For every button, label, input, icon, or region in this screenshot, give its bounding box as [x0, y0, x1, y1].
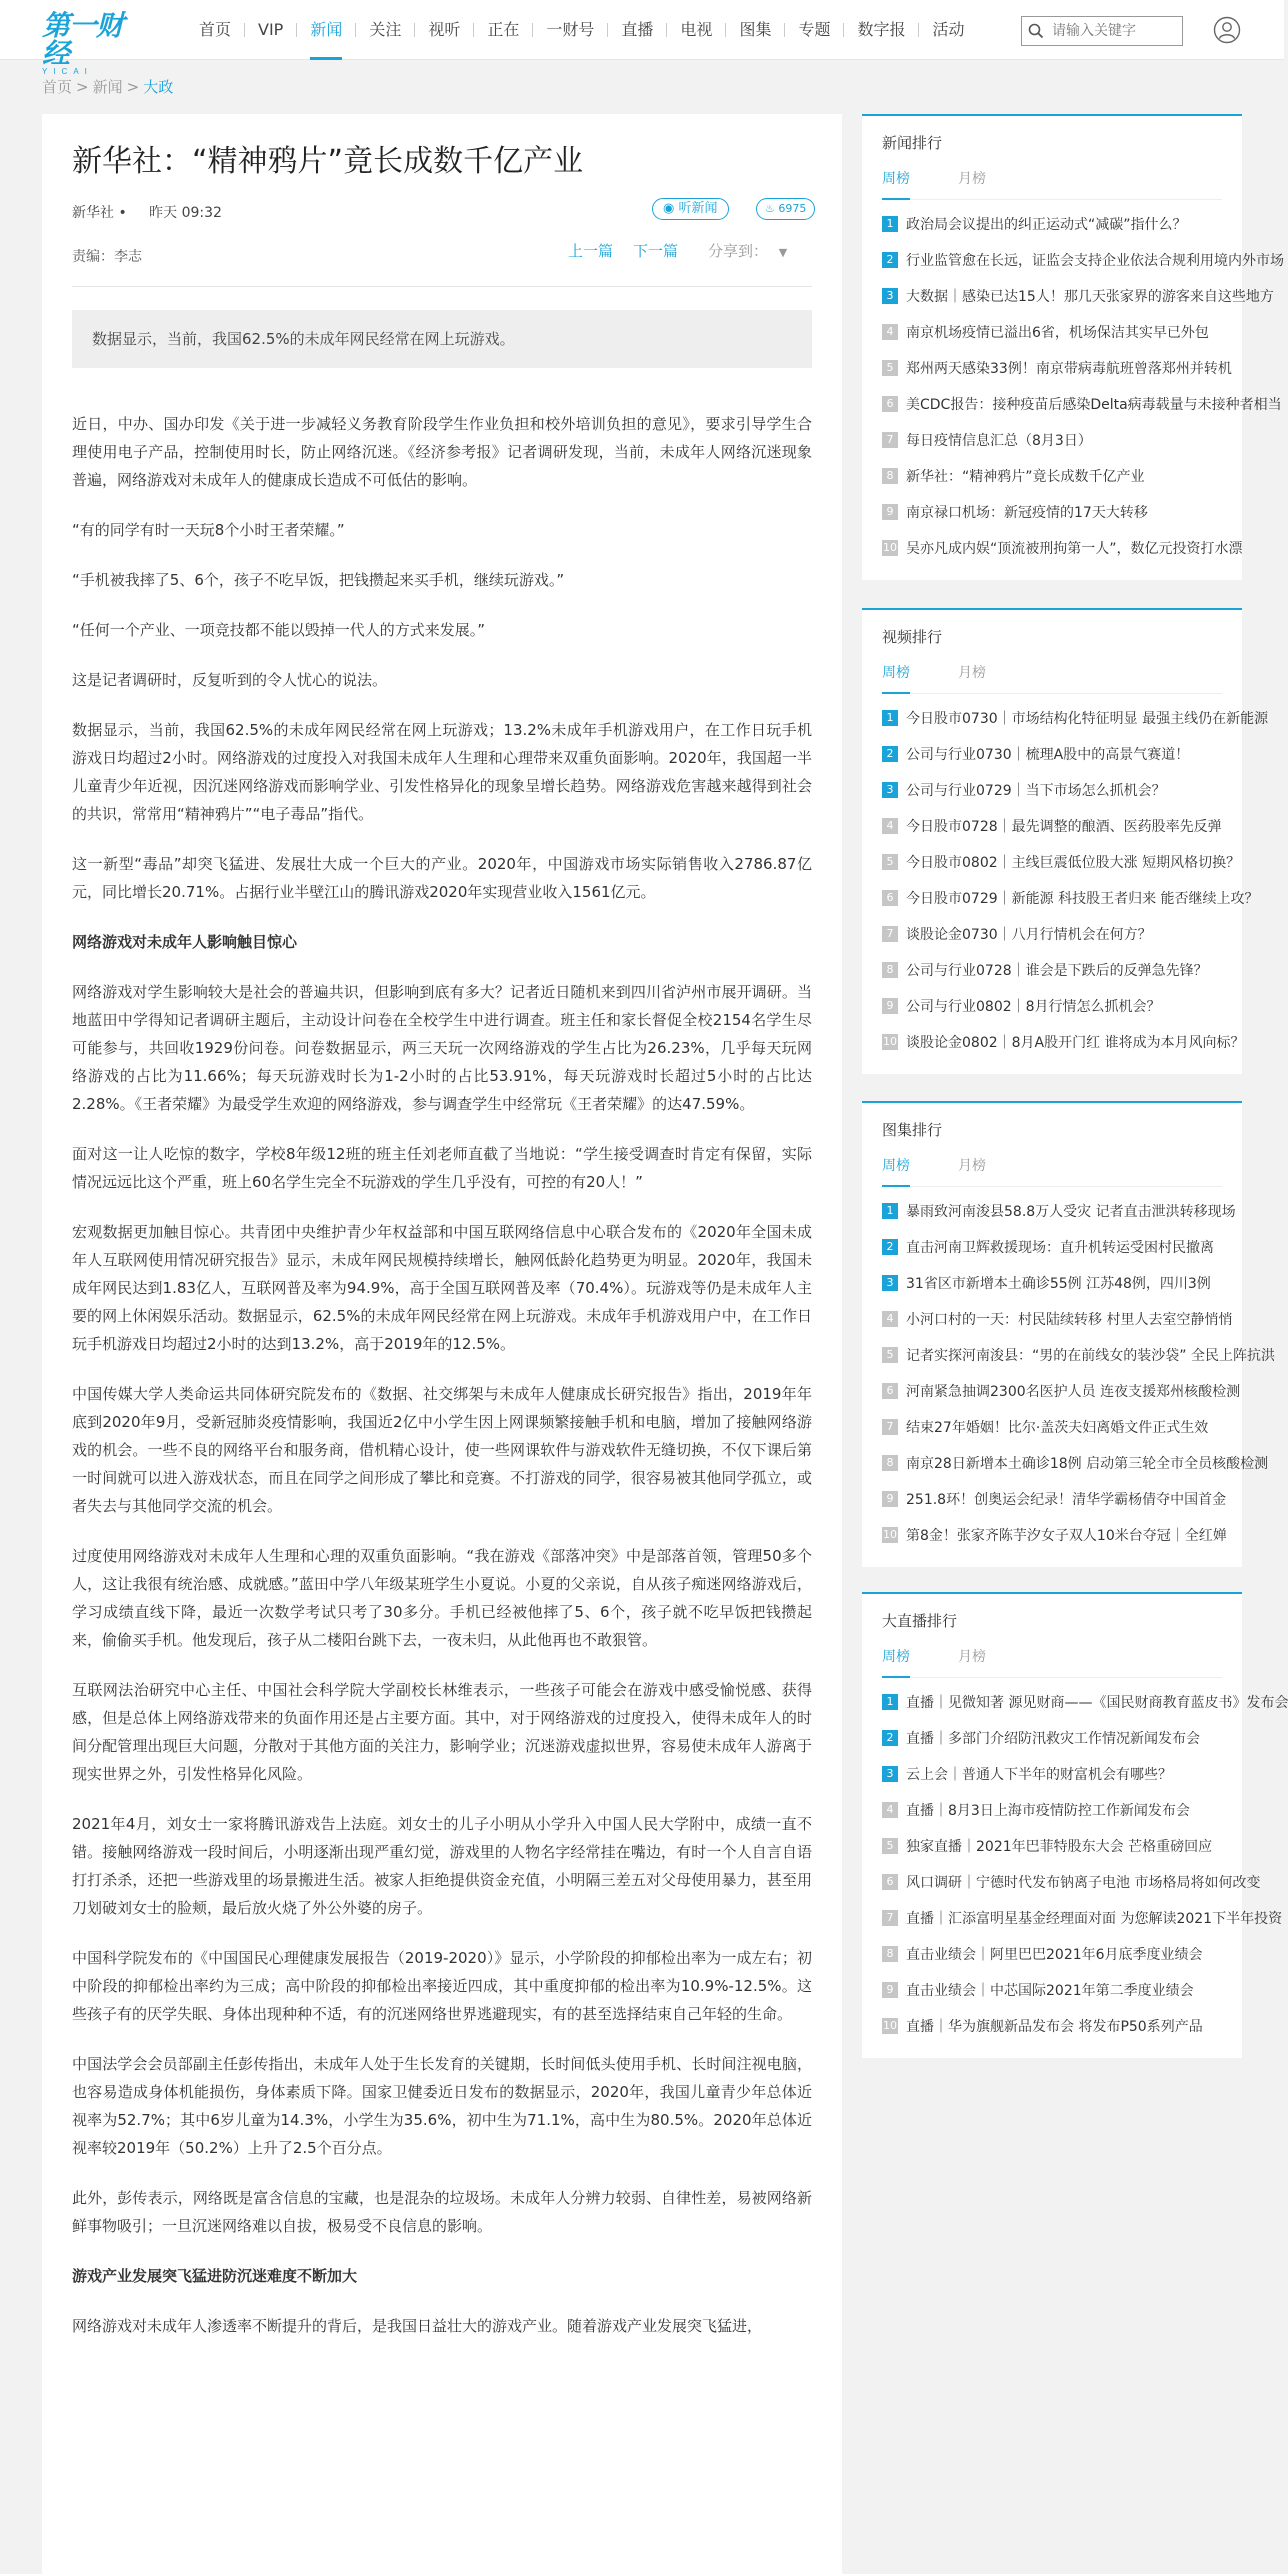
- ranking-item[interactable]: [882, 1445, 1269, 1481]
- rank-number: 4: [882, 324, 898, 340]
- rank-number: 4: [882, 818, 898, 834]
- rank-number: 2: [882, 746, 898, 762]
- share-label: 分享到：: [708, 242, 769, 260]
- rank-number: 7: [882, 926, 898, 942]
- ranking-item-text: 今日股市0730｜市场结构化特征明显 最强主线仍在新能源: [906, 711, 1269, 727]
- ranking-item[interactable]: [882, 1792, 1222, 1828]
- ranking-item-text: 南京禄口机场：新冠疫情的17天大转移: [906, 505, 1148, 521]
- rank-number: 5: [882, 360, 898, 376]
- article-paragraph: 这一新型“毒品”却突飞猛进、发展壮大成一个巨大的产业。2020年，中国游戏市场实际销售收入2786.87亿元，同比增长20.71%。占据行业半壁江山的腾讯游戏2020年实现营业收入1561亿元。: [72, 855, 812, 901]
- ranking-item[interactable]: [882, 530, 1243, 566]
- ranking-card: [862, 1592, 1288, 2058]
- rank-number: 10: [883, 541, 897, 554]
- rank-number: 10: [883, 2019, 897, 2032]
- rank-number: 6: [882, 890, 898, 906]
- rank-number: 1: [882, 710, 898, 726]
- tab-monthly[interactable]: 月榜: [958, 1158, 986, 1174]
- ranking-item-text: 直播｜汇添富明星基金经理面对面 为您解读2021下半年投资: [906, 1911, 1283, 1927]
- article-paragraph: 过度使用网络游戏对未成年人生理和心理的双重负面影响。“我在游戏《部落冲突》中是部落首领，管理50多个人，这让我很有统治感、成就感。”蓝田中学八年级某班学生小夏说。小夏的父亲说，自从孩子痴迷网络游戏后，学习成绩直线下降，最近一次数学考试只考了30多分。手机已经被他摔了5、6个，孩子就不吃早饭把钱攒起来，偷偷买手机。他发现后，孩子从二楼阳台跳下去，一夜未归，从此他再也不敢狠管。: [72, 1547, 812, 1649]
- ranking-item-text: 小河口村的一天：村民陆续转移 村里人去室空静悄悄: [906, 1312, 1233, 1328]
- article-paragraph: 中国科学院发布的《中国国民心理健康发展报告（2019-2020）》显示，小学阶段的抑郁检出率为一成左右；初中阶段的抑郁检出率约为三成；高中阶段的抑郁检出率接近四成，其中重度抑郁的检出率为10.9%-12.5%。这些孩子有的厌学失眠、身体出现种种不适，有的沉迷网络世界逃避现实，有的甚至选择结束自己年轻的生命。: [72, 1949, 812, 2023]
- article-pager: [568, 240, 698, 261]
- ranking-item-text: 今日股市0728｜最先调整的酿酒、医药股率先反弹: [906, 819, 1222, 835]
- ranking-item[interactable]: [882, 494, 1222, 530]
- ranking-card: [862, 114, 1284, 580]
- ranking-item-text: 结束27年婚姻！比尔·盖茨夫妇离婚文件正式生效: [906, 1420, 1209, 1436]
- card-title: 新闻排行: [882, 134, 943, 152]
- rank-number: 2: [882, 1239, 898, 1255]
- article-time: 昨天 09:32: [149, 205, 222, 221]
- ranking-item[interactable]: [882, 1936, 1222, 1972]
- ranking-item[interactable]: [882, 1900, 1283, 1936]
- ranking-item[interactable]: [882, 1720, 1222, 1756]
- ranking-item-text: 吴亦凡成内娱“顶流被刑拘第一人”，数亿元投资打水漂: [906, 541, 1243, 557]
- article-paragraph: “手机被我摔了5、6个，孩子不吃早饭，把钱攒起来买手机，继续玩游戏。”: [72, 571, 565, 589]
- rank-number: 8: [882, 1455, 898, 1471]
- rank-number: 8: [882, 468, 898, 484]
- hot-count: 6975: [778, 202, 807, 215]
- ranking-item-text: 谈股论金0802｜8月A股开门红 谁将成为本月风向标？: [906, 1035, 1245, 1051]
- tab-monthly[interactable]: 月榜: [958, 1649, 986, 1665]
- ranking-item[interactable]: [882, 1193, 1236, 1229]
- ranking-list: [862, 1678, 1288, 2044]
- rank-number: 5: [882, 854, 898, 870]
- ranking-item-text: 直播｜见微知著 源见财商——《国民财商教育蓝皮书》发布会: [906, 1695, 1288, 1711]
- ranking-item[interactable]: [882, 350, 1232, 386]
- tab-weekly[interactable]: 周榜: [882, 168, 910, 199]
- nav-item[interactable]: 视听: [428, 20, 461, 39]
- rank-number: 4: [882, 1802, 898, 1818]
- ranking-item[interactable]: [882, 242, 1284, 278]
- ranking-item[interactable]: [882, 2008, 1222, 2044]
- ranking-item-text: 南京机场疫情已溢出6省，机场保洁其实早已外包: [906, 325, 1209, 341]
- breadcrumb-current[interactable]: 大政: [143, 78, 174, 96]
- article-title: 新华社：“精神鸦片”竟长成数千亿产业: [72, 144, 584, 179]
- rank-number: 10: [883, 1528, 897, 1541]
- divider: [72, 286, 812, 287]
- ranking-item-text: 公司与行业0729｜当下市场怎么抓机会？: [906, 783, 1166, 799]
- ranking-item[interactable]: [882, 1229, 1222, 1265]
- tab-monthly[interactable]: 月榜: [958, 665, 986, 681]
- ranking-item-text: 直播｜多部门介绍防汛救灾工作情况新闻发布会: [906, 1731, 1200, 1747]
- ranking-item-text: 今日股市0729｜新能源 科技股王者归来 能否继续上攻？: [906, 891, 1259, 907]
- ranking-item-text: 今日股市0802｜主线巨震低位股大涨 短期风格切换？: [906, 855, 1241, 871]
- search-input[interactable]: [1052, 23, 1172, 39]
- ranking-card: [862, 1101, 1275, 1567]
- rank-number: 9: [882, 998, 898, 1014]
- rank-number: 5: [882, 1838, 898, 1854]
- ranking-item[interactable]: [882, 988, 1222, 1024]
- article-paragraph: 此外，彭传表示，网络既是富含信息的宝藏，也是混杂的垃圾场。未成年人分辨力较弱、自律性差，易被网络新鲜事物吸引；一旦沉迷网络难以自拔，极易受不良信息的影响。: [72, 2189, 812, 2235]
- card-title: 图集排行: [882, 1121, 943, 1139]
- ranking-item-text: 南京28日新增本土确诊18例 启动第三轮全市全员核酸检测: [906, 1456, 1269, 1472]
- article-paragraph: 面对这一让人吃惊的数字，学校8年级12班的班主任刘老师直截了当地说：“学生接受调查时肯定有保留，实际情况远远比这个严重，班上60名学生完全不玩游戏的学生几乎没有，可控的有20人！”: [72, 1145, 812, 1191]
- nav-item[interactable]: 直播: [621, 20, 654, 39]
- rank-number: 1: [882, 1203, 898, 1219]
- ranking-item-text: 直播｜8月3日上海市疫情防控工作新闻发布会: [906, 1803, 1190, 1819]
- ranking-item-text: 郑州两天感染33例！南京带病毒航班曾落郑州并转机: [906, 361, 1232, 377]
- nav-item[interactable]: 一财号: [546, 20, 595, 39]
- share-menu[interactable]: [708, 240, 787, 261]
- ranking-tabs: [882, 1155, 1222, 1187]
- ranking-item-text: 记者实探河南浚县：“男的在前线女的装沙袋” 全民上阵抗洪: [906, 1348, 1275, 1364]
- tab-monthly[interactable]: 月榜: [958, 171, 986, 187]
- ranking-item-text: 云上会｜普通人下半年的财富机会有哪些？: [906, 1767, 1172, 1783]
- nav-item[interactable]: 数字报: [857, 20, 906, 39]
- ranking-item-text: 暴雨致河南浚县58.8万人受灾 记者直击泄洪转移现场: [906, 1204, 1236, 1220]
- headphone-icon: ◉: [663, 201, 675, 216]
- ranking-item[interactable]: [882, 700, 1269, 736]
- article-paragraph: 2021年4月，刘女士一家将腾讯游戏告上法庭。刘女士的儿子小明从小学升入中国人民大学附中，成绩一直不错。接触网络游戏一段时间后，小明逐渐出现严重幻觉，游戏里的人物名字经常挂在嘴边，有时一个人自言自语打打杀杀，还把一些游戏里的场景搬进生活。被家人拒绝提供资金充值，小明隔三差五对父母使用暴力，甚至用刀划破刘女士的脸颊，最后放火烧了外公外婆的房子。: [72, 1815, 812, 1917]
- ranking-card: [862, 608, 1269, 1074]
- article-paragraph: “有的同学有时一天玩8个小时王者荣耀。”: [72, 521, 345, 539]
- tab-weekly[interactable]: 周榜: [882, 1155, 910, 1186]
- ranking-item[interactable]: [882, 1265, 1222, 1301]
- ranking-item-text: 独家直播｜2021年巴菲特股东大会 芒格重磅回应: [906, 1839, 1213, 1855]
- ranking-item[interactable]: [882, 880, 1259, 916]
- breadcrumb-sep: >: [76, 78, 89, 96]
- ranking-item[interactable]: [882, 844, 1241, 880]
- ranking-list: [862, 1187, 1275, 1553]
- ranking-tabs: [882, 1646, 1222, 1678]
- hot-count-badge[interactable]: [756, 198, 815, 220]
- rank-number: 7: [882, 1419, 898, 1435]
- meta-dot: •: [118, 205, 127, 221]
- article-paragraph: 宏观数据更加触目惊心。共青团中央维护青少年权益部和中国互联网络信息中心联合发布的《2020年全国未成年人互联网使用情况研究报告》显示，未成年网民规模持续增长，触网低龄化趋势更为明显。2020年，我国未成年网民达到1.83亿人，互联网普及率为94.9%，高于全国互联网普及率（70.4%）。玩游戏等仍是未成年人主要的网上休闲娱乐活动。数据显示，62.5%的未成年网民经常在网上玩游戏。未成年手机游戏用户中，在工作日玩手机游戏日均超过2小时的达到13.2%，高于2019年的12.5%。: [72, 1223, 812, 1353]
- ranking-item-text: 美CDC报告：接种疫苗后感染Delta病毒载量与未接种者相当: [906, 397, 1282, 413]
- ranking-item-text: 第8金！张家齐陈芋汐女子双人10米台夺冠｜全红婵: [906, 1528, 1227, 1544]
- fire-icon: ♨: [765, 202, 775, 215]
- ranking-item-text: 直击河南卫辉救援现场：直升机转运受困村民撤离: [906, 1240, 1214, 1256]
- ranking-item[interactable]: [882, 1301, 1233, 1337]
- rank-number: 1: [882, 1694, 898, 1710]
- logo-text: 第一财经: [42, 9, 124, 70]
- ranking-item[interactable]: [882, 422, 1222, 458]
- article-paragraph: 近日，中办、国办印发《关于进一步减轻义务教育阶段学生作业负担和校外培训负担的意见》，要求引导学生合理使用电子产品，控制使用时长，防止网络沉迷。《经济参考报》记者调研发现，当前，未成年人网络沉迷现象普遍，网络游戏对未成年人的健康成长造成不可低估的影响。: [72, 415, 812, 489]
- ranking-item-text: 行业监管愈在长远，证监会支持企业依法合规利用境内外市场: [906, 253, 1284, 269]
- ranking-item[interactable]: [882, 1972, 1222, 2008]
- rank-number: 6: [882, 1874, 898, 1890]
- top-header: [0, 0, 1284, 76]
- yicai-logo[interactable]: [42, 9, 142, 76]
- ranking-item-text: 公司与行业0728｜谁会是下跌后的反弹急先锋？: [906, 963, 1208, 979]
- article-paragraph: 中国法学会会员部副主任彭传指出，未成年人处于生长发育的关键期，长时间低头使用手机、长时间注视电脑，也容易造成身体机能损伤，身体素质下降。国家卫健委近日发布的数据显示，2020年，我国儿童青少年总体近视率为52.7%；其中6岁儿童为14.3%，小学生为35.6%，初中生为71.1%，高中生为80.5%。2020年总体近视率较2019年（50.2%）上升了2.5个百分点。: [72, 2055, 812, 2157]
- caret-down-icon: ▼: [778, 246, 788, 259]
- listen-news-button[interactable]: [652, 198, 729, 220]
- card-title: 大直播排行: [882, 1612, 958, 1630]
- ranking-item[interactable]: [882, 1828, 1222, 1864]
- next-article-link[interactable]: 下一篇: [633, 242, 679, 260]
- breadcrumb-home[interactable]: 首页: [42, 78, 73, 96]
- rank-number: 3: [882, 1275, 898, 1291]
- ranking-tabs: [882, 662, 1222, 694]
- rank-number: 7: [882, 1910, 898, 1926]
- ranking-tabs: [882, 168, 1222, 200]
- article-paragraph: 这是记者调研时，反复听到的令人忧心的说法。: [72, 671, 388, 689]
- logo-subtext: YICAI: [42, 67, 93, 76]
- breadcrumb: [42, 76, 173, 97]
- section-heading: 网络游戏对未成年人影响触目惊心: [72, 933, 298, 951]
- nav-item[interactable]: 关注: [369, 20, 402, 39]
- ranking-item[interactable]: [882, 772, 1222, 808]
- listen-label: 听新闻: [678, 201, 718, 216]
- ranking-item-text: 公司与行业0802｜8月行情怎么抓机会？: [906, 999, 1161, 1015]
- tab-weekly[interactable]: 周榜: [882, 1646, 910, 1677]
- card-title: 视频排行: [882, 628, 943, 646]
- rank-number: 6: [882, 396, 898, 412]
- ranking-item[interactable]: [882, 952, 1222, 988]
- article-container: [42, 114, 842, 2574]
- rank-number: 7: [882, 432, 898, 448]
- rank-number: 3: [882, 288, 898, 304]
- article-paragraph: “任何一个产业、一项竞技都不能以毁掉一代人的方式来发展。”: [72, 621, 486, 639]
- rank-number: 9: [882, 1491, 898, 1507]
- rank-number: 3: [882, 782, 898, 798]
- ranking-item-text: 直播｜华为旗舰新品发布会 将发布P50系列产品: [906, 2019, 1203, 2035]
- ranking-item[interactable]: [882, 206, 1222, 242]
- search-box[interactable]: [1021, 16, 1183, 46]
- ranking-item[interactable]: [882, 1864, 1261, 1900]
- article-paragraph: 网络游戏对未成年人渗透率不断提升的背后，是我国日益壮大的游戏产业。随着游戏产业发展突飞猛进，: [72, 2317, 763, 2335]
- ranking-item[interactable]: [882, 1409, 1222, 1445]
- ranking-item[interactable]: [882, 1481, 1227, 1517]
- ranking-item-text: 新华社：“精神鸦片”竟长成数千亿产业: [906, 469, 1145, 485]
- rank-number: 2: [882, 252, 898, 268]
- ranking-item-text: 直击业绩会｜阿里巴巴2021年6月底季度业绩会: [906, 1947, 1203, 1963]
- rank-number: 5: [882, 1347, 898, 1363]
- ranking-item-text: 谈股论金0730｜八月行情机会在何方？: [906, 927, 1152, 943]
- search-icon[interactable]: [1028, 23, 1044, 39]
- rank-number: 8: [882, 962, 898, 978]
- ranking-item-text: 公司与行业0730｜梳理A股中的高景气赛道！: [906, 747, 1190, 763]
- ranking-item[interactable]: [882, 1373, 1241, 1409]
- ranking-item-text: 31省区市新增本土确诊55例 江苏48例，四川3例: [906, 1276, 1211, 1292]
- ranking-item-text: 风口调研｜宁德时代发布钠离子电池 市场格局将如何改变: [906, 1875, 1261, 1891]
- ranking-item-text: 251.8环！创奥运会纪录！清华学霸杨倩夺中国首金: [906, 1492, 1227, 1508]
- user-icon[interactable]: [1213, 16, 1241, 44]
- article-paragraph: 网络游戏对学生影响较大是社会的普遍共识，但影响到底有多大？记者近日随机来到四川省泸州市展开调研。当地蓝田中学得知记者调研主题后，主动设计问卷在全校学生中进行调查。班主任和家长督促全校2154名学生尽可能参与，共回收1929份问卷。问卷数据显示，两三天玩一次网络游戏的学生占比为26.23%，几乎每天玩网络游戏的占比为11.66%；每天玩游戏时长为1-2小时的占比53.91%，每天玩游戏时长超过5小时的占比达2.28%。《王者荣耀》为最受学生欢迎的网络游戏，参与调查学生中经常玩《王者荣耀》的达47.59%。: [72, 983, 812, 1113]
- ranking-item[interactable]: [882, 1756, 1222, 1792]
- ranking-list: [862, 694, 1269, 1060]
- ranking-item[interactable]: [882, 736, 1222, 772]
- article-paragraph: 中国传媒大学人类命运共同体研究院发布的《数据、社交绑架与未成年人健康成长研究报告》指出，2019年年底到2020年9月，受新冠肺炎疫情影响，我国近2亿中小学生因上网课频繁接触手机和电脑，增加了接触网络游戏的机会。一些不良的网络平台和服务商，借机精心设计，使一些网课软件与游戏软件无缝切换，不仅下课后第一时间就可以进入游戏状态，而且在同学之间形成了攀比和竞赛。不打游戏的同学，很容易被其他同学孤立，或者失去与其他同学交流的机会。: [72, 1385, 812, 1515]
- nav-item[interactable]: 图集: [739, 20, 772, 39]
- ranking-item[interactable]: [882, 278, 1274, 314]
- rank-number: 4: [882, 1311, 898, 1327]
- ranking-item[interactable]: [882, 314, 1222, 350]
- nav-item[interactable]: VIP: [258, 20, 284, 39]
- nav-item[interactable]: 新闻: [297, 0, 355, 60]
- breadcrumb-news[interactable]: 新闻: [92, 78, 123, 96]
- rank-number: 10: [883, 1035, 897, 1048]
- nav-item[interactable]: 活动: [932, 20, 965, 39]
- ranking-item-text: 直击业绩会｜中芯国际2021年第二季度业绩会: [906, 1983, 1194, 1999]
- nav-item[interactable]: 正在: [487, 20, 520, 39]
- ranking-item[interactable]: [882, 1517, 1227, 1553]
- article-body: [72, 410, 812, 2362]
- ranking-item[interactable]: [882, 386, 1282, 422]
- rank-number: 6: [882, 1383, 898, 1399]
- rank-number: 3: [882, 1766, 898, 1782]
- ranking-item[interactable]: [882, 1337, 1275, 1373]
- rank-number: 1: [882, 216, 898, 232]
- ranking-item-text: 大数据｜感染已达15人！那几天张家界的游客来自这些地方: [906, 289, 1274, 305]
- main-nav: [186, 0, 978, 60]
- article-meta: [72, 202, 222, 222]
- ranking-item[interactable]: [882, 808, 1222, 844]
- article-source[interactable]: 新华社: [72, 205, 114, 221]
- rank-number: 8: [882, 1946, 898, 1962]
- section-heading: 游戏产业发展突飞猛进防沉迷难度不断加大: [72, 2267, 358, 2285]
- ranking-item[interactable]: [882, 916, 1222, 952]
- article-paragraph: 数据显示，当前，我国62.5%的未成年网民经常在网上玩游戏；13.2%未成年手机游戏用户，在工作日玩手机游戏日均超过2小时。网络游戏的过度投入对我国未成年人生理和心理带来双重负面影响。2020年，我国超一半儿童青少年近视，因沉迷网络游戏而影响学业、引发性格异化的现象呈增长趋势。网络游戏危害越来越得到社会的共识，常常用“精神鸦片”“电子毒品”指代。: [72, 721, 812, 823]
- prev-article-link[interactable]: 上一篇: [568, 242, 614, 260]
- nav-item[interactable]: 电视: [680, 20, 713, 39]
- article-paragraph: 互联网法治研究中心主任、中国社会科学院大学副校长林维表示，一些孩子可能会在游戏中感受愉悦感、获得感，但是总体上网络游戏带来的负面作用还是占主要方面。其中，对于网络游戏的过度投入，使得未成年人的时间分配管理出现巨大问题，分散对于其他方面的关注力，影响学业；沉迷游戏虚拟世界，容易使未成年人游离于现实世界之外，引发性格异化风险。: [72, 1681, 812, 1783]
- article-editor: 责编：李志: [72, 249, 142, 265]
- ranking-item-text: 政治局会议提出的纠正运动式“减碳”指什么？: [906, 217, 1187, 233]
- ranking-item[interactable]: [882, 458, 1222, 494]
- tab-weekly[interactable]: 周榜: [882, 662, 910, 693]
- article-summary: 数据显示，当前，我国62.5%的未成年网民经常在网上玩游戏。: [72, 310, 812, 368]
- ranking-item-text: 每日疫情信息汇总（8月3日）: [906, 433, 1092, 449]
- ranking-item-text: 河南紧急抽调2300名医护人员 连夜支援郑州核酸检测: [906, 1384, 1241, 1400]
- rank-number: 2: [882, 1730, 898, 1746]
- nav-item[interactable]: 专题: [798, 20, 831, 39]
- rank-number: 9: [882, 1982, 898, 1998]
- ranking-item[interactable]: [882, 1024, 1245, 1060]
- ranking-item[interactable]: [882, 1684, 1288, 1720]
- nav-item[interactable]: 首页: [199, 20, 232, 39]
- ranking-list: [862, 200, 1284, 566]
- rank-number: 9: [882, 504, 898, 520]
- breadcrumb-sep: >: [126, 78, 140, 96]
